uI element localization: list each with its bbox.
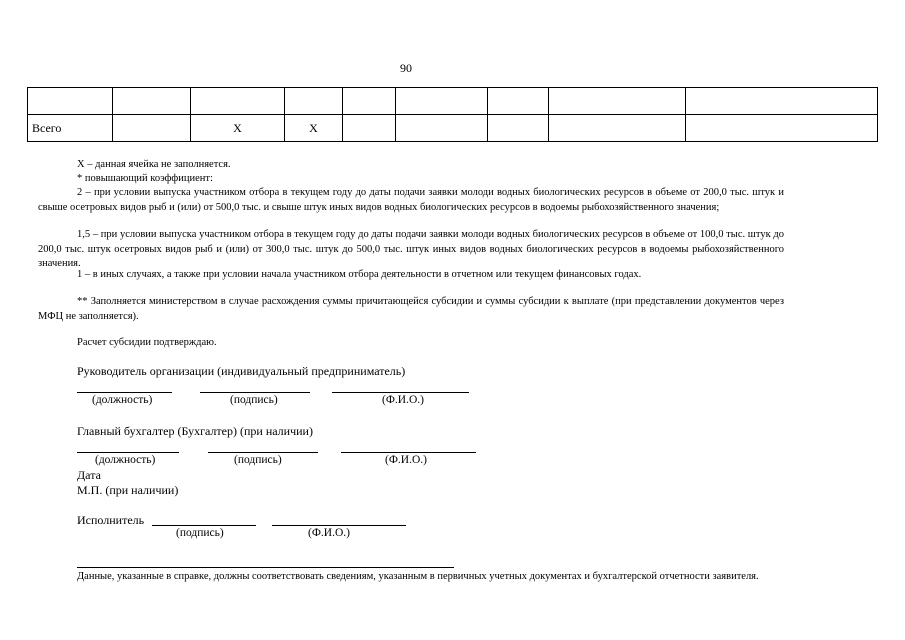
total-label-cell: Всего (28, 115, 113, 142)
executor-fio-line (272, 525, 406, 526)
head-fio-label: (Ф.И.О.) (382, 394, 424, 406)
table-row-total (28, 115, 878, 142)
head-signature-label: (подпись) (230, 394, 278, 406)
accountant-signature-label: (подпись) (234, 454, 282, 466)
subsidy-table (27, 87, 878, 142)
head-position-line (77, 392, 172, 393)
accountant-position-line (77, 452, 179, 453)
accountant-position-label: (должность) (95, 454, 156, 466)
table-cell (549, 88, 686, 115)
double-star-note: ** Заполняется министерством в случае расхождения суммы причитающейся субсидии и суммы субсидии к выплате (при представлении документов через МФЦ не заполняется). (38, 296, 784, 322)
head-fio-line (332, 392, 469, 393)
coefficient-1-5-note: 1,5 – при условии выпуска участником отбора в текущем году до даты подачи заявки молоди водных биологических ресурсов в объеме от 100,0 тыс. штук до 200,0 тыс. штук осетровых видов рыб и (или) от 300,0 тыс. штук до 500,0 тыс. штук иных видов водных биологических ресурсов в водоемы рыбохозяйственного значения. (38, 229, 784, 270)
head-title: Руководитель организации (индивидуальный предприниматель) (77, 364, 406, 378)
accountant-title: Главный бухгалтер (Бухгалтер) (при наличии) (77, 424, 313, 438)
table-cell (113, 115, 191, 142)
table-cell (343, 115, 396, 142)
executor-signature-line (152, 525, 256, 526)
date-label: Дата (77, 468, 101, 482)
table-cell (686, 115, 878, 142)
stamp-label: М.П. (при наличии) (77, 483, 179, 497)
footnote-separator (77, 567, 454, 568)
x-note: X – данная ячейка не заполняется. (77, 159, 231, 170)
table-cell (28, 88, 113, 115)
coefficient-2-note: 2 – при условии выпуска участником отбора в текущем году до даты подачи заявки молоди водных биологических ресурсов в объеме от 200,0 тыс. штук и свыше осетровых видов рыб и (или) от 500,0 тыс. и свыше штук иных видов водных биологических ресурсов в водоемы рыбохозяйственного значения; (38, 187, 784, 213)
table-row-empty (28, 88, 878, 115)
confirm-text: Расчет субсидии подтверждаю. (77, 337, 217, 348)
page-number: 90 (400, 61, 412, 75)
executor-fio-label: (Ф.И.О.) (308, 527, 350, 539)
head-signature-line (200, 392, 310, 393)
table-cell (396, 88, 488, 115)
table-cell-x: X (285, 115, 343, 142)
accountant-signature-line (208, 452, 318, 453)
table-cell (488, 115, 549, 142)
footnote-text: Данные, указанные в справке, должны соответствовать сведениям, указанным в первичных учетных документах и бухгалтерской отчетности заявителя. (77, 571, 759, 582)
table-cell (343, 88, 396, 115)
table-cell (549, 115, 686, 142)
accountant-fio-label: (Ф.И.О.) (385, 454, 427, 466)
table-cell (686, 88, 878, 115)
table-cell (191, 88, 285, 115)
head-position-label: (должность) (92, 394, 153, 406)
table-cell-x: X (191, 115, 285, 142)
table-cell (488, 88, 549, 115)
executor-title: Исполнитель (77, 513, 145, 527)
coefficient-title: * повышающий коэффициент: (77, 173, 213, 184)
coefficient-1-note: 1 – в иных случаях, а также при условии начала участником отбора деятельности в отчетном или текущем финансовых годах. (77, 269, 642, 280)
table-cell (285, 88, 343, 115)
executor-signature-label: (подпись) (176, 527, 224, 539)
table-cell (113, 88, 191, 115)
table-cell (396, 115, 488, 142)
accountant-fio-line (341, 452, 476, 453)
